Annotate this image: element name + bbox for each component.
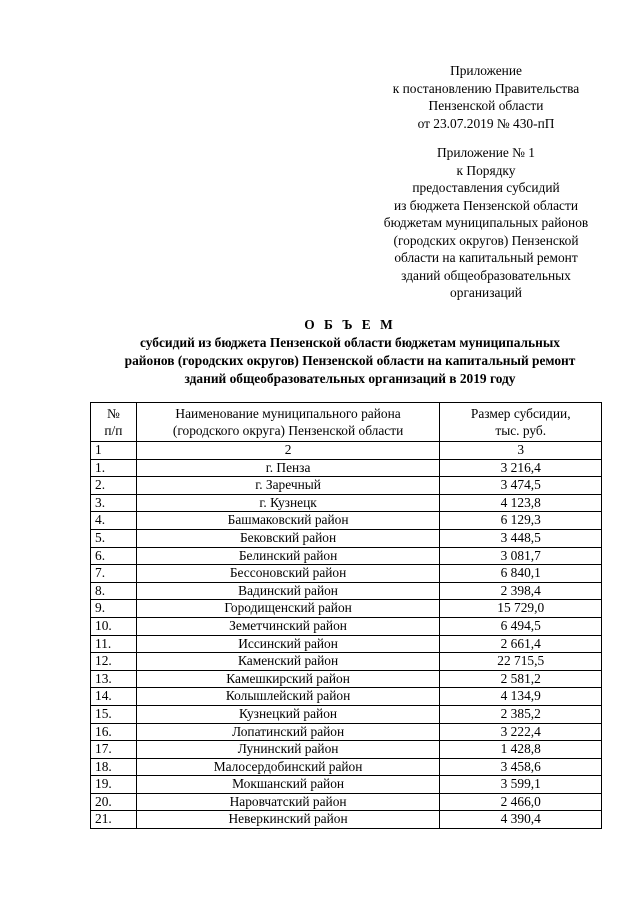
district-name: Колышлейский район (136, 688, 440, 706)
table-row (91, 600, 602, 618)
table-row (91, 653, 602, 671)
title-line: зданий общеобразовательных организаций в 2019 году (184, 371, 516, 386)
table-row (91, 477, 602, 495)
subsidy-amount: 3 599,1 (440, 776, 602, 794)
subsidy-amount: 2 661,4 (440, 635, 602, 653)
row-number: 16. (91, 723, 137, 741)
table-row (91, 670, 602, 688)
table-row (91, 776, 602, 794)
order-line: Приложение № 1 (436, 145, 536, 160)
header-name-line: Наименование муниципального района (175, 406, 401, 421)
order-line: к Порядку (456, 162, 516, 178)
order-line: организаций (450, 285, 522, 300)
approval-line: от 23.07.2019 № 430-пП (417, 115, 555, 131)
approval-line: Пензенской области (428, 98, 544, 113)
table-row (91, 793, 602, 811)
subsidy-amount: 3 474,5 (440, 477, 602, 495)
district-name: Лунинский район (136, 741, 440, 759)
district-name: Каменский район (136, 653, 440, 671)
district-name: Бековский район (136, 529, 440, 547)
approval-line: Приложение (450, 63, 522, 78)
subsidy-amount: 3 216,4 (440, 459, 602, 477)
row-number: 10. (91, 617, 137, 635)
district-name: г. Кузнецк (136, 494, 440, 512)
district-name: Вадинский район (136, 582, 440, 600)
district-name: Городищенский район (136, 600, 440, 618)
subsidy-table (90, 402, 602, 829)
subsidy-amount: 4 134,9 (440, 688, 602, 706)
header-num-line: № (106, 406, 120, 421)
row-number: 1. (91, 459, 137, 477)
subsidy-amount: 6 494,5 (440, 617, 602, 635)
district-name: Бессоновский район (136, 565, 440, 583)
order-line: предоставления субсидий (412, 180, 560, 195)
header-value (440, 403, 602, 442)
row-number: 8. (91, 582, 137, 600)
header-num (91, 403, 137, 442)
row-number: 13. (91, 670, 137, 688)
table-row (91, 705, 602, 723)
row-number: 9. (91, 600, 137, 618)
title-heading: О Б Ъ Е М (304, 317, 396, 332)
title-line: районов (городских округов) Пензенской области на капитальный ремонт (124, 353, 576, 368)
document-title (60, 316, 640, 388)
table-row (91, 547, 602, 565)
row-number: 4. (91, 512, 137, 530)
district-name: Кузнецкий район (136, 705, 440, 723)
header-value-line: Размер субсидии, (470, 406, 571, 421)
table-header-row (91, 403, 602, 442)
subsidy-amount: 6 129,3 (440, 512, 602, 530)
table-row (91, 811, 602, 829)
district-name: Земетчинский район (136, 617, 440, 635)
row-number: 5. (91, 529, 137, 547)
district-name: Мокшанский район (136, 776, 440, 794)
subsidy-amount: 4 123,8 (440, 494, 602, 512)
district-name: Башмаковский район (136, 512, 440, 530)
table-row (91, 758, 602, 776)
order-line: из бюджета Пензенской области (394, 197, 578, 213)
row-number: 15. (91, 705, 137, 723)
subsidy-amount: 2 385,2 (440, 705, 602, 723)
table-row (91, 529, 602, 547)
district-name: Лопатинский район (136, 723, 440, 741)
subsidy-amount: 15 729,0 (440, 600, 602, 618)
district-name: г. Пенза (136, 459, 440, 477)
header-value-line: тыс. руб. (495, 423, 547, 438)
subsidy-amount: 3 222,4 (440, 723, 602, 741)
order-line: области на капитальный ремонт (394, 250, 578, 265)
row-number: 7. (91, 565, 137, 583)
table-row (91, 512, 602, 530)
approval-reference (370, 62, 602, 132)
row-number: 21. (91, 811, 137, 829)
table-row (91, 688, 602, 706)
subsidy-amount: 2 466,0 (440, 793, 602, 811)
header-name-line: (городского округа) Пензенской области (172, 423, 404, 438)
approval-line: к постановлению Правительства (392, 80, 580, 96)
subsidy-amount: 2 398,4 (440, 582, 602, 600)
district-name: Неверкинский район (136, 811, 440, 829)
order-appendix-reference (370, 144, 602, 302)
table-row (91, 635, 602, 653)
district-name: Белинский район (136, 547, 440, 565)
table-row (91, 494, 602, 512)
row-number: 6. (91, 547, 137, 565)
index-cell: 1 (91, 442, 137, 460)
column-index-row (91, 442, 602, 460)
row-number: 20. (91, 793, 137, 811)
row-number: 12. (91, 653, 137, 671)
table-row (91, 459, 602, 477)
district-name: Малосердобинский район (136, 758, 440, 776)
table-row (91, 565, 602, 583)
row-number: 17. (91, 741, 137, 759)
order-line: бюджетам муниципальных районов (383, 215, 589, 230)
district-name: г. Заречный (136, 477, 440, 495)
district-name: Камешкирский район (136, 670, 440, 688)
subsidy-amount: 2 581,2 (440, 670, 602, 688)
subsidy-amount: 4 390,4 (440, 811, 602, 829)
row-number: 18. (91, 758, 137, 776)
table-row (91, 582, 602, 600)
subsidy-amount: 3 448,5 (440, 529, 602, 547)
subsidy-amount: 22 715,5 (440, 653, 602, 671)
subsidy-amount: 3 081,7 (440, 547, 602, 565)
table-row (91, 617, 602, 635)
row-number: 11. (91, 635, 137, 653)
index-cell: 2 (136, 442, 440, 460)
district-name: Наровчатский район (136, 793, 440, 811)
row-number: 14. (91, 688, 137, 706)
row-number: 2. (91, 477, 137, 495)
order-line: зданий общеобразовательных (401, 267, 571, 283)
table-row (91, 723, 602, 741)
subsidy-amount: 3 458,6 (440, 758, 602, 776)
row-number: 19. (91, 776, 137, 794)
subsidy-amount: 1 428,8 (440, 741, 602, 759)
row-number: 3. (91, 494, 137, 512)
table-row (91, 741, 602, 759)
index-cell: 3 (440, 442, 602, 460)
header-num-line: п/п (104, 423, 123, 438)
header-name (136, 403, 440, 442)
subsidy-amount: 6 840,1 (440, 565, 602, 583)
title-line: субсидий из бюджета Пензенской области бюджетам муниципальных (139, 335, 561, 350)
district-name: Иссинский район (136, 635, 440, 653)
order-line: (городских округов) Пензенской (393, 232, 579, 248)
